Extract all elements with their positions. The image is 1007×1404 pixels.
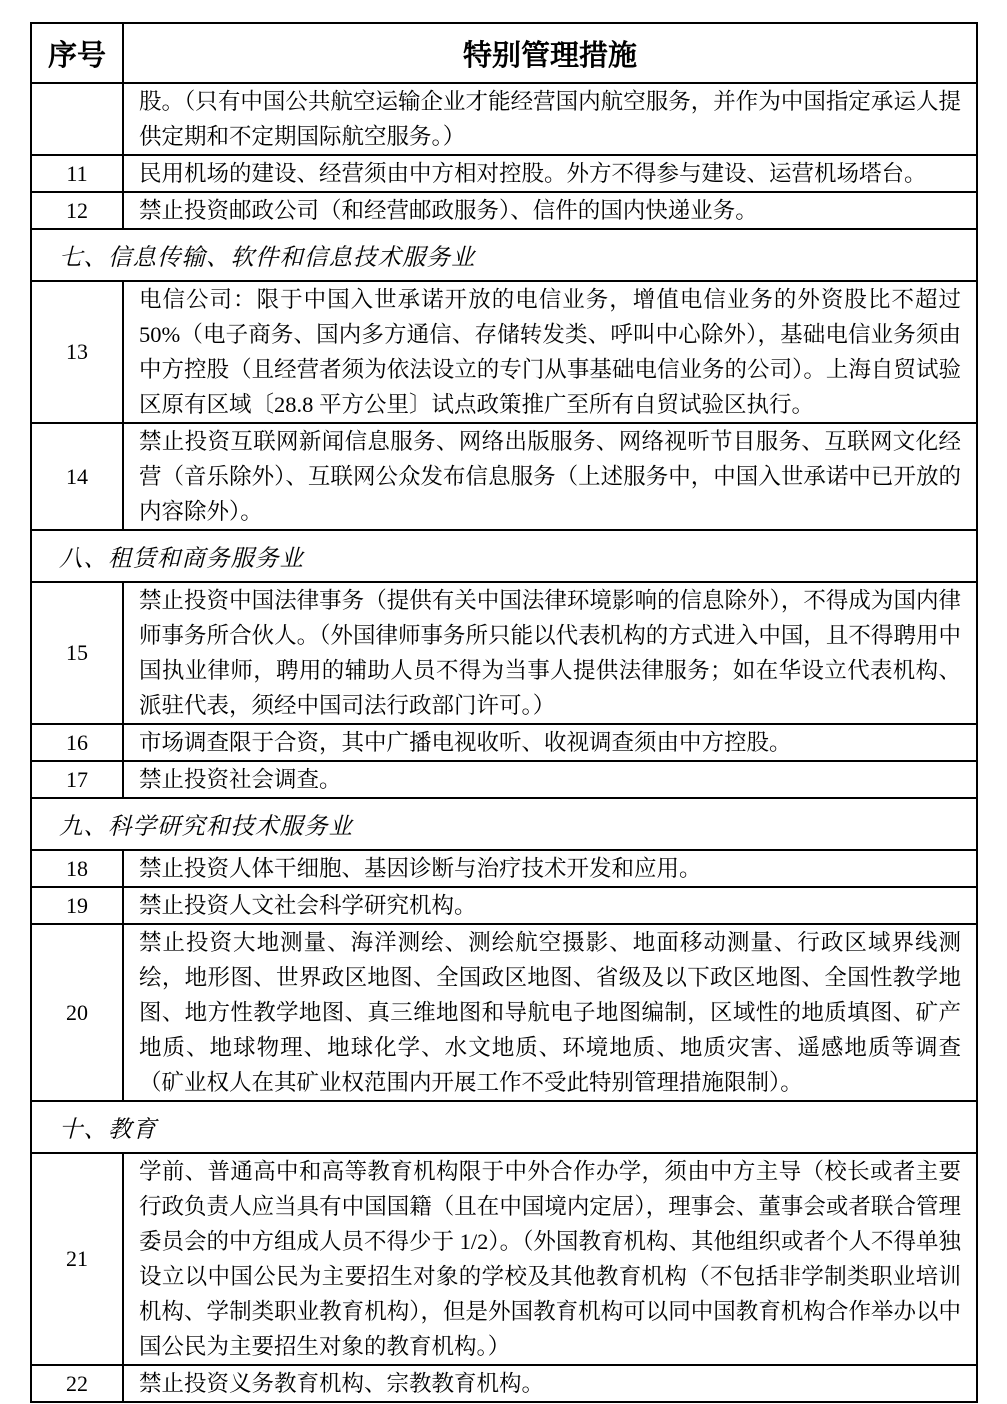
item-number: 12 <box>31 192 123 229</box>
section-row <box>31 530 977 582</box>
item-measure-text: 股。（只有中国公共航空运输企业才能经营国内航空服务，并作为中国指定承运人提供定期和不定期国际航空服务。） <box>123 83 977 155</box>
section-title: 八、租赁和商务服务业 <box>31 530 977 582</box>
item-measure-text: 禁止投资中国法律事务（提供有关中国法律环境影响的信息除外），不得成为国内律师事务所合伙人。（外国律师事务所只能以代表机构的方式进入中国，且不得聘用中国执业律师，聘用的辅助人员不得为当事人提供法律服务；如在华设立代表机构、派驻代表，须经中国司法行政部门许可。） <box>123 582 977 724</box>
item-number: 13 <box>31 281 123 423</box>
item-measure-text: 禁止投资互联网新闻信息服务、网络出版服务、网络视听节目服务、互联网文化经营（音乐除外）、互联网公众发布信息服务（上述服务中，中国入世承诺中已开放的内容除外）。 <box>123 423 977 530</box>
item-row <box>31 1153 977 1365</box>
header-row <box>31 23 977 83</box>
item-row <box>31 155 977 192</box>
section-title: 九、科学研究和技术服务业 <box>31 798 977 850</box>
item-number: 15 <box>31 582 123 724</box>
item-measure-text: 禁止投资义务教育机构、宗教教育机构。 <box>123 1365 977 1402</box>
item-row <box>31 924 977 1101</box>
section-row <box>31 1101 977 1153</box>
item-row <box>31 83 977 155</box>
item-row <box>31 582 977 724</box>
item-measure-text: 禁止投资社会调查。 <box>123 761 977 798</box>
item-number: 21 <box>31 1153 123 1365</box>
item-number <box>31 83 123 155</box>
item-row <box>31 192 977 229</box>
item-number: 14 <box>31 423 123 530</box>
item-measure-text: 学前、普通高中和高等教育机构限于中外合作办学，须由中方主导（校长或者主要行政负责人应当具有中国国籍（且在中国境内定居），理事会、董事会或者联合管理委员会的中方组成人员不得少于 1/2）。（外国教育机构、其他组织或者个人不得单独设立以中国公民为主要招生对象的学校及其他教育机构（不包括非学制类职业培训机构、学制类职业教育机构），但是外国教育机构可以同中国教育机构合作举办以中国公民为主要招生对象的教育机构。） <box>123 1153 977 1365</box>
item-number: 19 <box>31 887 123 924</box>
section-row <box>31 229 977 281</box>
header-serial-number: 序号 <box>31 23 123 83</box>
item-number: 22 <box>31 1365 123 1402</box>
section-title: 十、教育 <box>31 1101 977 1153</box>
item-number: 17 <box>31 761 123 798</box>
table-body <box>31 83 977 1402</box>
item-row <box>31 724 977 761</box>
item-row <box>31 423 977 530</box>
item-row <box>31 850 977 887</box>
item-number: 16 <box>31 724 123 761</box>
item-measure-text: 禁止投资邮政公司（和经营邮政服务）、信件的国内快递业务。 <box>123 192 977 229</box>
item-measure-text: 市场调查限于合资，其中广播电视收听、收视调查须由中方控股。 <box>123 724 977 761</box>
item-number: 11 <box>31 155 123 192</box>
item-measure-text: 禁止投资人文社会科学研究机构。 <box>123 887 977 924</box>
section-row <box>31 798 977 850</box>
item-row <box>31 761 977 798</box>
item-number: 20 <box>31 924 123 1101</box>
item-number: 18 <box>31 850 123 887</box>
item-row <box>31 281 977 423</box>
item-measure-text: 电信公司：限于中国入世承诺开放的电信业务，增值电信业务的外资股比不超过50%（电子商务、国内多方通信、存储转发类、呼叫中心除外），基础电信业务须由中方控股（且经营者须为依法设立的专门从事基础电信业务的公司）。上海自贸试验区原有区域〔28.8 平方公里〕试点政策推广至所有自贸试验区执行。 <box>123 281 977 423</box>
item-row <box>31 1365 977 1402</box>
header-special-measures: 特别管理措施 <box>123 23 977 83</box>
item-row <box>31 887 977 924</box>
item-measure-text: 民用机场的建设、经营须由中方相对控股。外方不得参与建设、运营机场塔台。 <box>123 155 977 192</box>
item-measure-text: 禁止投资人体干细胞、基因诊断与治疗技术开发和应用。 <box>123 850 977 887</box>
section-title: 七、信息传输、软件和信息技术服务业 <box>31 229 977 281</box>
item-measure-text: 禁止投资大地测量、海洋测绘、测绘航空摄影、地面移动测量、行政区域界线测绘，地形图、世界政区地图、全国政区地图、省级及以下政区地图、全国性教学地图、地方性教学地图、真三维地图和导航电子地图编制，区域性的地质填图、矿产地质、地球物理、地球化学、水文地质、环境地质、地质灾害、遥感地质等调查（矿业权人在其矿业权范围内开展工作不受此特别管理措施限制）。 <box>123 924 977 1101</box>
special-measures-table <box>30 22 978 1403</box>
